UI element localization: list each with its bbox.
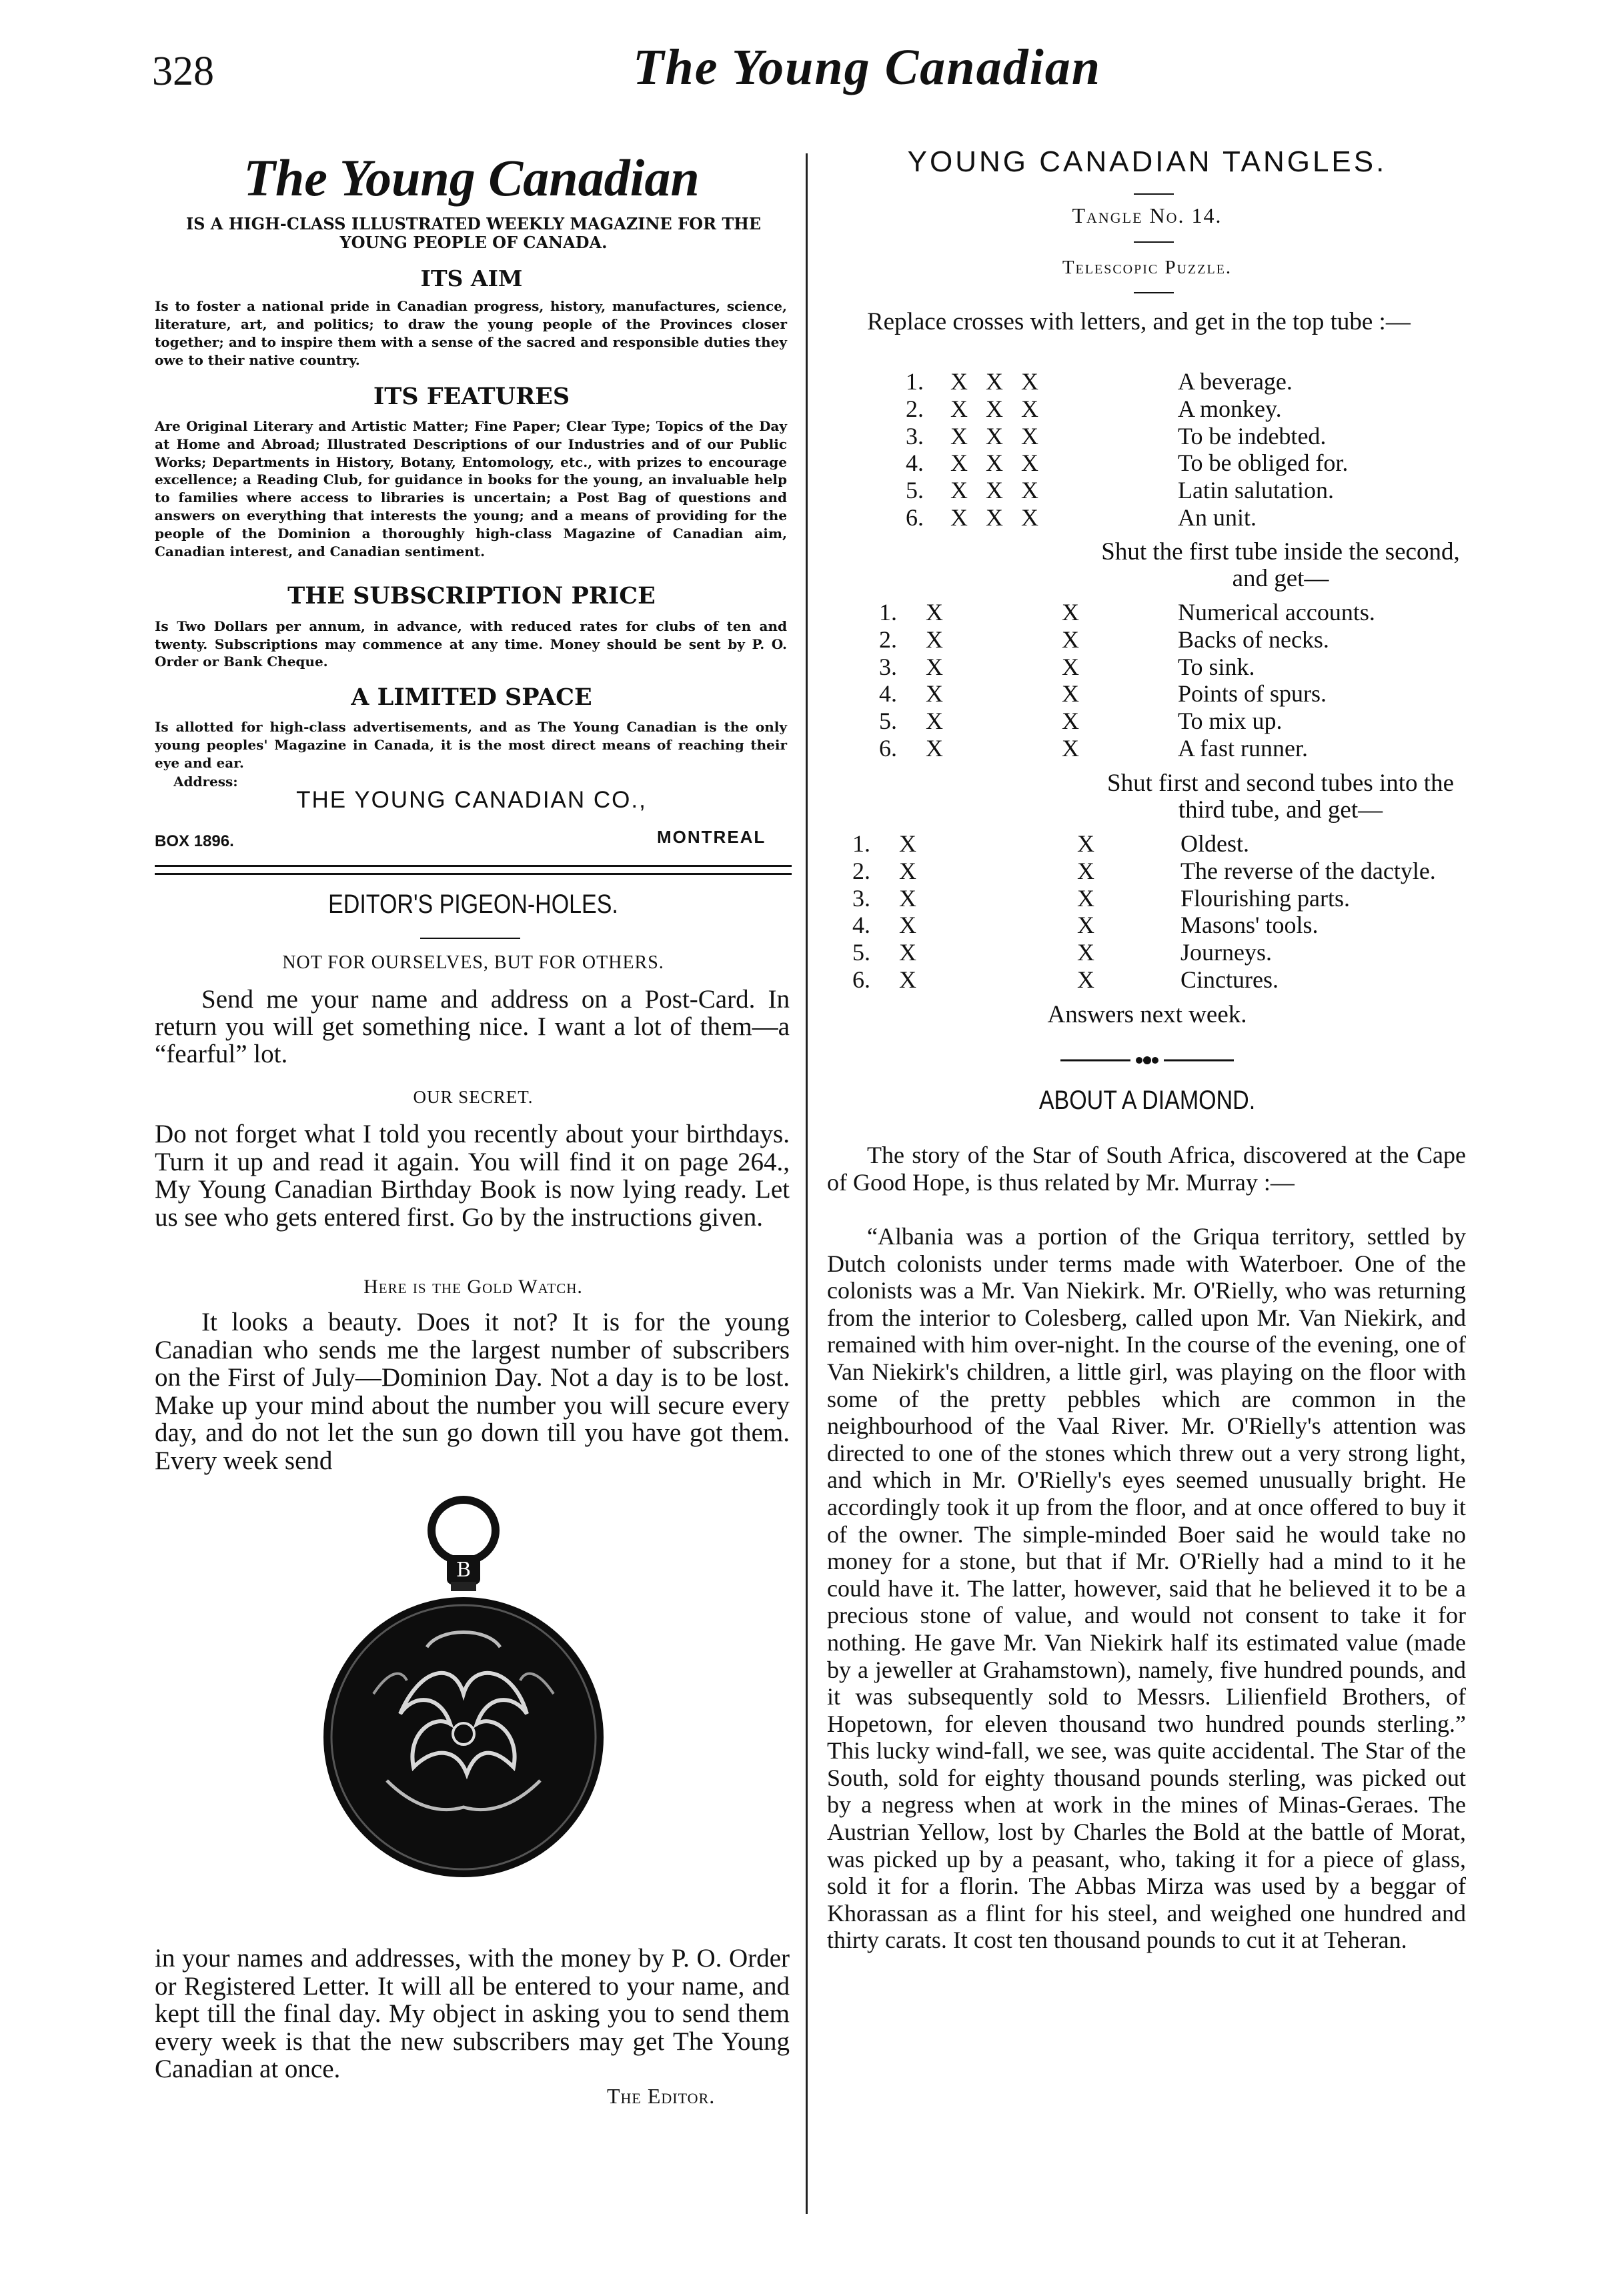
tangle-row [827,395,1467,422]
tangle-row-cross-left: X [926,599,943,626]
diamond-para1: The story of the Star of South Africa, discovered at the Cape of Good Hope, is thus related by Mr. Murray :— [827,1142,1466,1196]
ad-masthead: The Young Canadian [243,149,700,207]
tangle-row-number: 2. [879,626,897,653]
tangle-row-cross-left: X [899,939,916,966]
tangle-row [827,966,1467,993]
tangle-row-clue: A monkey. [1178,395,1282,422]
company-name: THE YOUNG CANADIAN CO., [296,787,647,813]
tangle-shut-1: Shut the first tube inside the second, and get— [1101,538,1460,592]
tangle-shut-2: Shut first and second tubes into the third tube, and get— [1107,770,1454,824]
tangle-row [827,680,1467,707]
tangle-row-number: 5. [906,477,924,504]
running-title: The Young Canadian [633,39,1101,95]
tangle-row-number: 4. [852,912,870,939]
tangle-row-number: 3. [879,653,897,680]
aim-text: Is to foster a national pride in Canadian progress, history, manufactures, science, literature, art, and politics; to draw the young people of the Provinces closer together; and to inspire them with a sense of the sacred and responsible duties they owe to their native country. [155,298,787,368]
tangle-row-cross-right: X [1062,653,1079,680]
tangle-row [827,368,1467,395]
ad-tagline: IS A HIGH-CLASS ILLUSTRATED WEEKLY MAGAZINE FOR THE YOUNG PEOPLE OF CANADA. [185,214,762,252]
tangle-row-cross-right: X [1077,939,1094,966]
pigeon-title-rule [420,938,520,939]
tangle-row-clue: Latin salutation. [1178,477,1334,504]
pigeon-para1: Send me your name and address on a Post-Card. In return you will get something nice. I want a lot of them—a “fearful” lot. [155,985,790,1068]
tangle-row-number: 2. [852,857,870,884]
tangle-row-cross-right: X [1062,708,1079,735]
tangle-row-cross-left: X [899,912,916,939]
tangle-answers: Answers next week. [1047,1001,1247,1028]
tangle-row-crosses: X X X [950,395,1038,422]
tangle-row-clue: A fast runner. [1178,735,1308,762]
tangle-row-number: 3. [852,884,870,912]
svg-text:B: B [456,1558,472,1582]
diamond-para2: “Albania was a portion of the Griqua territory, settled by Dutch colonists under terms made with Waterboer. One of the colonists was a Mr. Van Niekirk. Mr. O'Rielly, who was returning from the interior to Colesberg, called upon Mr. Van Niekirk, and remained with him over-night. In the course of the evening, one of Van Niekirk's children, a little girl, was playing on the floor with some of the pretty pebbles which are common in the neighbourhood of the Vaal River. Mr. O'Rielly's attention was directed to one of the stones which threw out a very strong light, and which in Mr. O'Rielly's eyes seemed unusually bright. He accordingly took it up from the floor, and at once offered to buy it of the owner. The simple-minded Boer said he would take no money for a stone, but that if Mr. O'Rielly had a mind to it he could have it. The latter, however, said that he believed it to be a precious stone of value, and would not consent to take it for nothing. He gave Mr. Van Niekirk half its estimated value (made by a jeweller at Grahamstown), namely, five hundred pounds, and it was subsequently sold to Messrs. Lilienfield Brothers, of Hopetown, for eleven thousand two hundred pounds sterling.” This lucky wind-fall, we see, was quite accidental. The Star of the South, sold for eighty thousand pounds sterling, was picked out by a negress when at work in the mines of Minas-Geraes. The Austrian Yellow, lost by Charles the Bold at the battle of Morat, was picked up by a peasant, who, taking it for a piece of glass, sold it for a florin. The Abbas Mirza was used by a beggar of Khorassan as a flint for his steel, and weighed one hundred and thirty carats. It cost ten thousand pounds to cut it at Teheran. [827,1223,1466,1954]
pigeon-para3: It looks a beauty. Does it not? It is for the young Canadian who sends me the largest number of subscribers on the First of July—Dominion Day. Not a day is to be lost. Make up your mind about the number you will secure every day, and do not let the sun go down till you have got them. Every week send [155,1308,790,1475]
tangle-row-cross-left: X [926,626,943,653]
tangle-row-clue: A beverage. [1178,368,1293,395]
tangle-row-cross-left: X [899,966,916,993]
price-text: Is Two Dollars per annum, in advance, with reduced rates for clubs of ten and twenty. Subscriptions may commence at any time. Money should be sent by P. O. Order or Bank Cheque. [155,618,787,670]
ornament-divider [1060,1054,1234,1067]
address-label: Address: [173,774,238,790]
tangle-row [827,504,1467,531]
pigeon-title: EDITOR'S PIGEON-HOLES. [328,890,618,919]
tangle-row [827,654,1467,680]
aim-heading: ITS AIM [420,265,523,291]
tangle-row-clue: To be obliged for. [1178,449,1349,477]
tangle-row-cross-left: X [926,708,943,735]
tangle-row-number: 4. [906,449,924,477]
tangle-row [827,939,1467,966]
page-number: 328 [152,49,214,94]
tangle-row-cross-left: X [926,680,943,708]
tangle-kind: Telescopic Puzzle. [1062,257,1233,278]
pigeon-para4: in your names and addresses, with the money by P. O. Order or Registered Letter. It will all be entered to your name, and kept till the final day. My object in asking you to send them every week is that the new subscribers may get The Young Canadian at once. [155,1944,790,2083]
tangle-row [827,735,1467,762]
tangle-row [827,830,1467,857]
tangle-row-cross-right: X [1062,599,1079,626]
tangle-row [827,449,1467,476]
tangle-row-number: 6. [852,966,870,993]
tangle-row-number: 1. [879,599,897,626]
tangle-row-cross-right: X [1077,830,1094,857]
tangle-row-clue: An unit. [1178,504,1257,531]
tangles-title-rule [1134,193,1174,195]
tangle-row [827,477,1467,503]
city: MONTREAL [657,827,766,847]
tangle-row [827,708,1467,734]
tangle-row-number: 1. [906,368,924,395]
tangle-row [827,885,1467,912]
tangle-row-clue: Journeys. [1180,939,1272,966]
watch-case-icon [323,1597,604,1877]
secret-heading: OUR SECRET. [413,1087,534,1107]
tangle-row-number: 4. [879,680,897,708]
tangle-row-crosses: X X X [950,449,1038,477]
tangle-row-cross-right: X [1062,735,1079,762]
space-text: Is allotted for high-class advertisements, and as The Young Canadian is the only young peoples' Magazine in Canada, it is the most direct means of reaching their eye and ear. [155,719,787,771]
pigeon-subtitle: NOT FOR OURSELVES, BUT FOR OTHERS. [282,952,664,973]
tangle-row-clue: Cinctures. [1180,966,1279,993]
tangle-row-crosses: X X X [950,504,1038,531]
editor-signature: The Editor. [607,2084,716,2108]
ad-bottom-rule [155,865,792,867]
tangle-row-clue: The reverse of the dactyle. [1180,857,1436,884]
tangle-row-clue: To be indebted. [1178,422,1327,449]
tangle-row-cross-left: X [899,857,916,884]
price-heading: THE SUBSCRIPTION PRICE [287,582,656,610]
box-number: BOX 1896. [155,832,234,850]
tangles-title: YOUNG CANADIAN TANGLES. [907,145,1387,178]
space-heading: A LIMITED SPACE [351,684,592,711]
tangle-row-clue: Points of spurs. [1178,680,1327,708]
tangle-kind-rule [1134,292,1174,293]
tangle-row-clue: To mix up. [1178,708,1283,735]
tangle-row-number: 6. [879,735,897,762]
tangle-row [827,626,1467,653]
tangle-row-cross-right: X [1077,884,1094,912]
tangle-row-cross-left: X [899,884,916,912]
tangle-row-cross-right: X [1077,857,1094,884]
tangle-row-clue: To sink. [1178,653,1255,680]
tangle-row [827,858,1467,884]
tangle-row-cross-left: X [899,830,916,857]
watch-bow-icon [432,1500,496,1591]
features-heading: ITS FEATURES [373,383,570,410]
tangle-row-clue: Masons' tools. [1180,912,1319,939]
tangle-number-rule [1134,241,1174,243]
tangle-row-number: 6. [906,504,924,531]
tangle-row-number: 3. [906,422,924,449]
tangle-row-cross-right: X [1077,966,1094,993]
tangle-row [827,912,1467,938]
pigeon-para2: Do not forget what I told you recently about your birthdays. Turn it up and read it again. You will find it on page 264., My Young Canadian Birthday Book is now lying ready. Let us see who gets entered first. Go by the instructions given. [155,1120,790,1232]
tangle-row-number: 2. [906,395,924,422]
column-divider [806,153,808,2214]
tangle-row-cross-right: X [1062,680,1079,708]
tangle-row-clue: Flourishing parts. [1180,884,1351,912]
tangle-row-clue: Oldest. [1180,830,1249,857]
tangle-row-cross-left: X [926,653,943,680]
tangle-row-clue: Backs of necks. [1178,626,1329,653]
tangle-row-cross-right: X [1077,912,1094,939]
tangle-row-crosses: X X X [950,368,1038,395]
tangle-row-cross-right: X [1062,626,1079,653]
ad-bottom-rule-2 [155,873,792,875]
features-text: Are Original Literary and Artistic Matter; Fine Paper; Clear Type; Topics of the Day at Home and Abroad; Illustrated Descriptions of our Industries and of our Public Works; Departments in History, Botany, Entomology, etc., with prizes to encourage excellence; a Reading Club, for guidance in books for the young, an invaluable help to families where access to libraries is uncertain; a Post Bag of questions and answers on everything that interests the young; and a means of providing for the people of the Dominion a thoroughly high-class Magazine of Canadian aim, Canadian interest, and Canadian sentiment. [155,418,787,559]
tangle-row-crosses: X X X [950,422,1038,449]
tangle-number: Tangle No. 14. [1072,203,1223,227]
tangle-row-crosses: X X X [950,477,1038,504]
tangle-row-number: 5. [879,708,897,735]
tangle-row-number: 5. [852,939,870,966]
tangle-row-number: 1. [852,830,870,857]
tangle-row-clue: Numerical accounts. [1178,599,1375,626]
diamond-title: ABOUT A DIAMOND. [1038,1086,1256,1115]
pocket-watch-illustration [320,1494,607,1907]
tangle-row [827,599,1467,626]
tangle-row-cross-left: X [926,735,943,762]
tangle-row [827,423,1467,449]
watch-heading: Here is the Gold Watch. [363,1276,583,1298]
tangle-intro: Replace crosses with letters, and get in the top tube :— [867,308,1411,335]
